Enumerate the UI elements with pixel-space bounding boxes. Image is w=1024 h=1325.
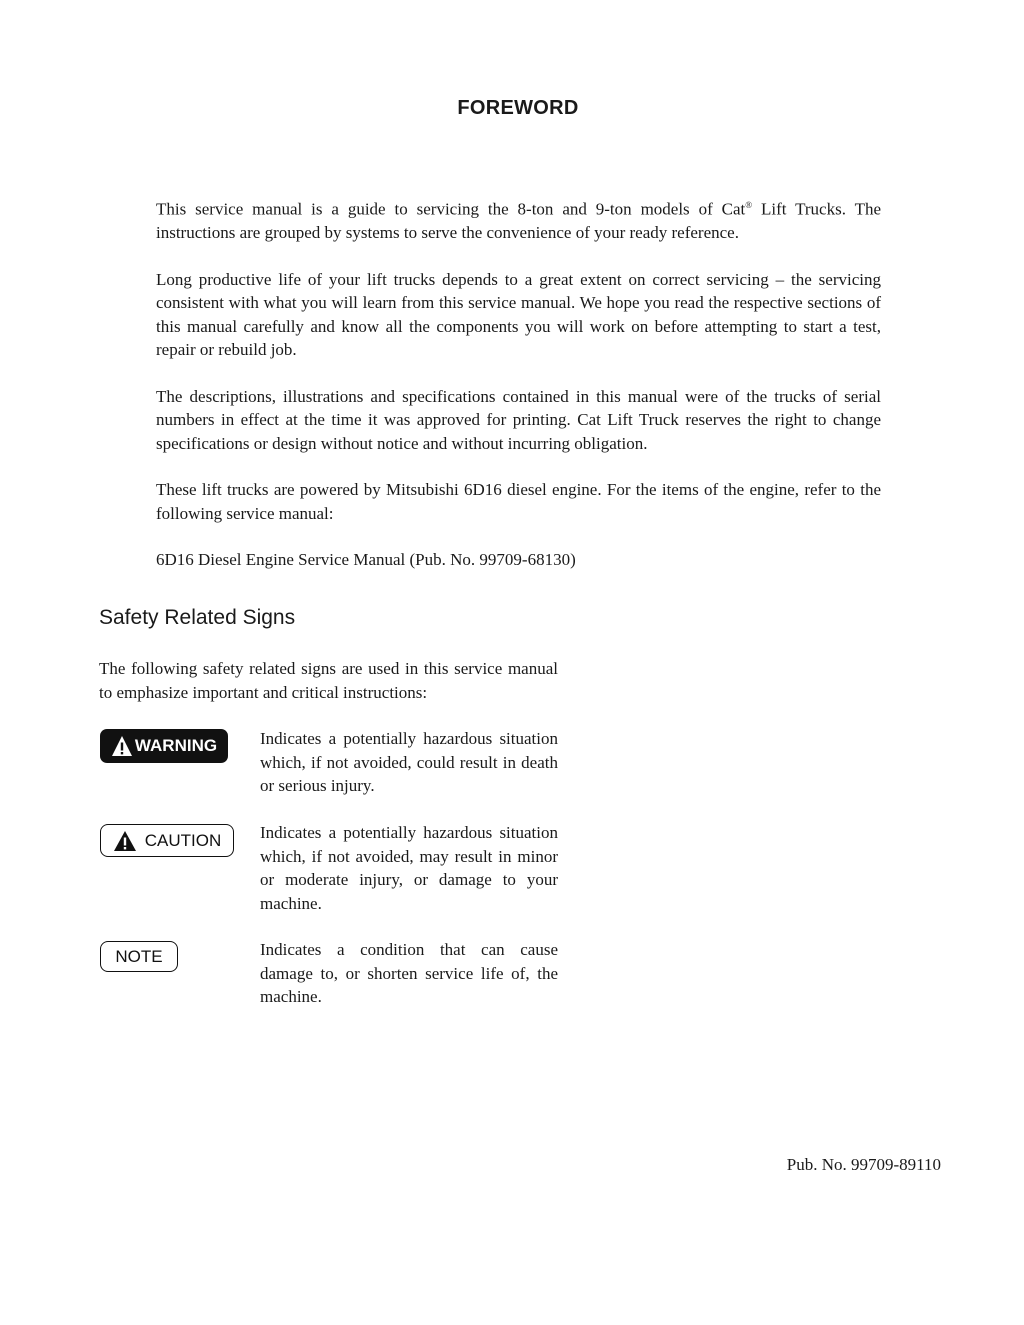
- foreword-paragraph-1: [156, 194, 881, 245]
- publication-number: Pub. No. 99709-89110: [786, 1155, 941, 1174]
- foreword-body: [156, 194, 881, 572]
- caution-triangle-icon: [113, 830, 137, 852]
- warning-label: WARNING: [134, 736, 218, 755]
- engine-manual-reference: 6D16 Diesel Engine Service Manual (Pub. No. 99709-68130): [156, 550, 576, 570]
- paragraph-1-main: This service manual is a guide to servicing the 8-ton and 9-ton models of Cat: [156, 199, 746, 219]
- safety-signs-heading: Safety Related Signs: [99, 606, 296, 629]
- foreword-paragraph-3: The descriptions, illustrations and specifications contained in this manual were of the trucks of serial numbers in effect at the time it was approved for printing. Cat Lift Truck reserves the right to change specifications or design without notice and without incurring obligation.: [156, 386, 881, 453]
- safety-signs-intro: The following safety related signs are used in this service manual to emphasize important and critical instructions:: [99, 659, 558, 702]
- foreword-paragraph-4: These lift trucks are powered by Mitsubishi 6D16 diesel engine. For the items of the engine, refer to the following service manual:: [156, 480, 881, 523]
- caution-description: Indicates a potentially hazardous situation which, if not avoided, may result in minor or moderate injury, or damage to your machine.: [260, 823, 558, 913]
- foreword-paragraph-2: Long productive life of your lift trucks depends to a great extent on correct servicing – the servicing consistent with what you will learn from this service manual. We hope you read the respective sections of this manual carefully and know all the components you will work on before attempting to start a test, repair or rebuild job.: [156, 269, 881, 360]
- note-label: NOTE: [115, 946, 163, 966]
- warning-triangle-icon: [111, 735, 133, 757]
- warning-description: Indicates a potentially hazardous situation which, if not avoided, could result in death or serious injury.: [260, 729, 558, 795]
- paragraph-1-rest: Lift Trucks. The instructions are grouped by systems to serve the convenience of your ready reference.: [156, 199, 881, 243]
- warning-badge: [100, 729, 228, 763]
- caution-label: CAUTION: [144, 830, 222, 850]
- registered-trademark-mark: ®: [745, 200, 753, 210]
- note-description: Indicates a condition that can cause damage to, or shorten service life of, the machine.: [260, 940, 558, 1006]
- note-badge: [100, 941, 178, 972]
- caution-badge: [100, 824, 234, 857]
- page-title: FOREWORD: [457, 97, 579, 119]
